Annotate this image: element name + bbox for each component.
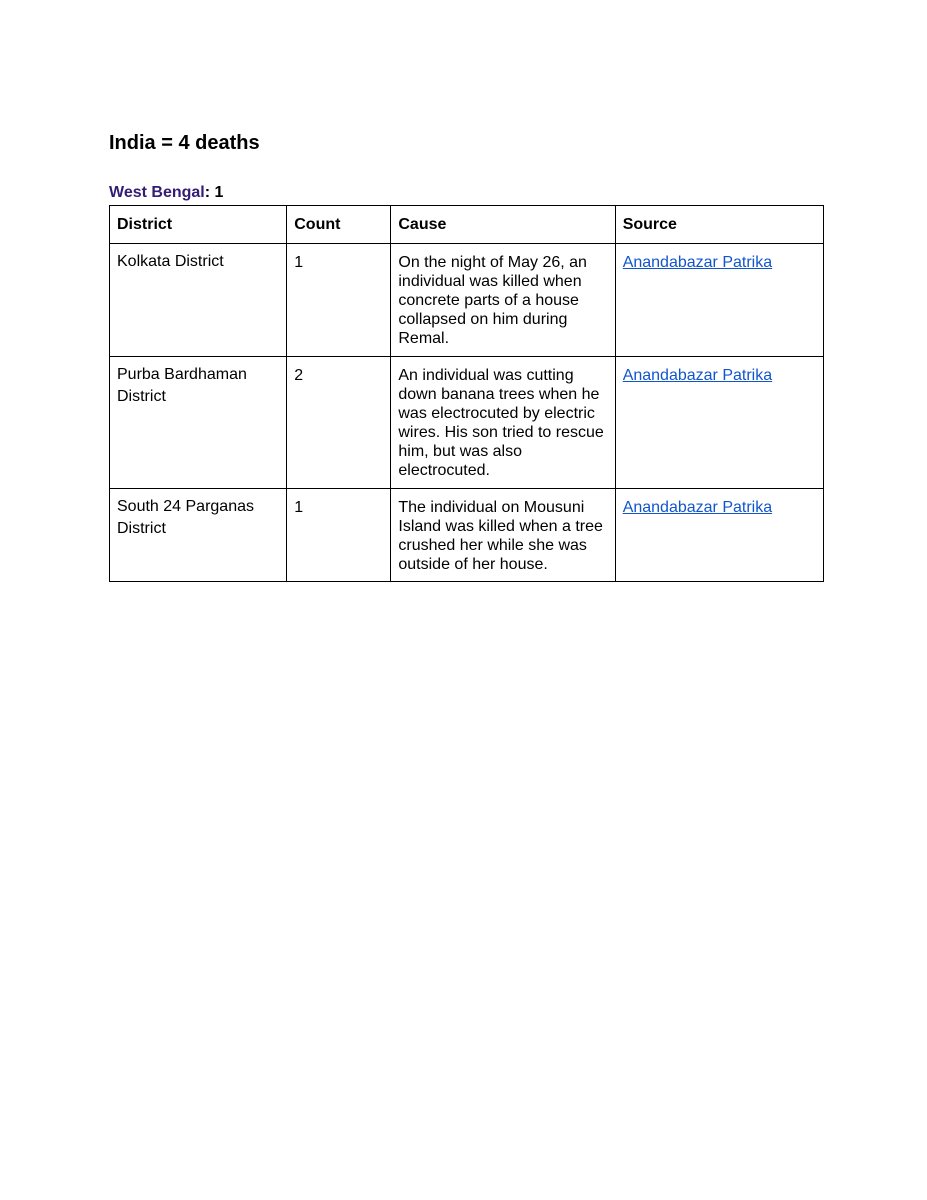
source-link[interactable]: Anandabazar Patrika [622,367,773,384]
source-link[interactable]: Anandabazar Patrika [622,254,773,271]
source-cell [615,244,823,357]
table-header-row [110,206,824,244]
table-row [110,489,824,582]
deaths-table [109,205,824,582]
header-district: District [110,206,287,244]
header-cause: Cause [391,206,615,244]
district-cell: Kolkata District [110,244,287,357]
count-cell: 1 [287,489,391,582]
region-count: 1 [214,184,224,201]
district-cell: Purba Bardhaman District [110,357,287,489]
count-cell: 1 [287,244,391,357]
header-count: Count [287,206,391,244]
table-row [110,244,824,357]
cause-cell: On the night of May 26, an individual was killed when concrete parts of a house collapsed on him during Remal. [391,244,615,357]
region-heading [109,183,223,203]
count-cell: 2 [287,357,391,489]
district-cell: South 24 Parganas District [110,489,287,582]
region-name: West Bengal [109,184,205,201]
cause-cell: An individual was cutting down banana trees when he was electrocuted by electric wires. His son tried to rescue him, but was also electrocuted. [391,357,615,489]
region-separator: : [204,184,215,201]
table-row [110,357,824,489]
source-link[interactable]: Anandabazar Patrika [622,499,773,516]
cause-cell: The individual on Mousuni Island was killed when a tree crushed her while she was outside of her house. [391,489,615,582]
header-source: Source [615,206,823,244]
source-cell [615,489,823,582]
source-cell [615,357,823,489]
page-title: India = 4 deaths [109,132,260,154]
